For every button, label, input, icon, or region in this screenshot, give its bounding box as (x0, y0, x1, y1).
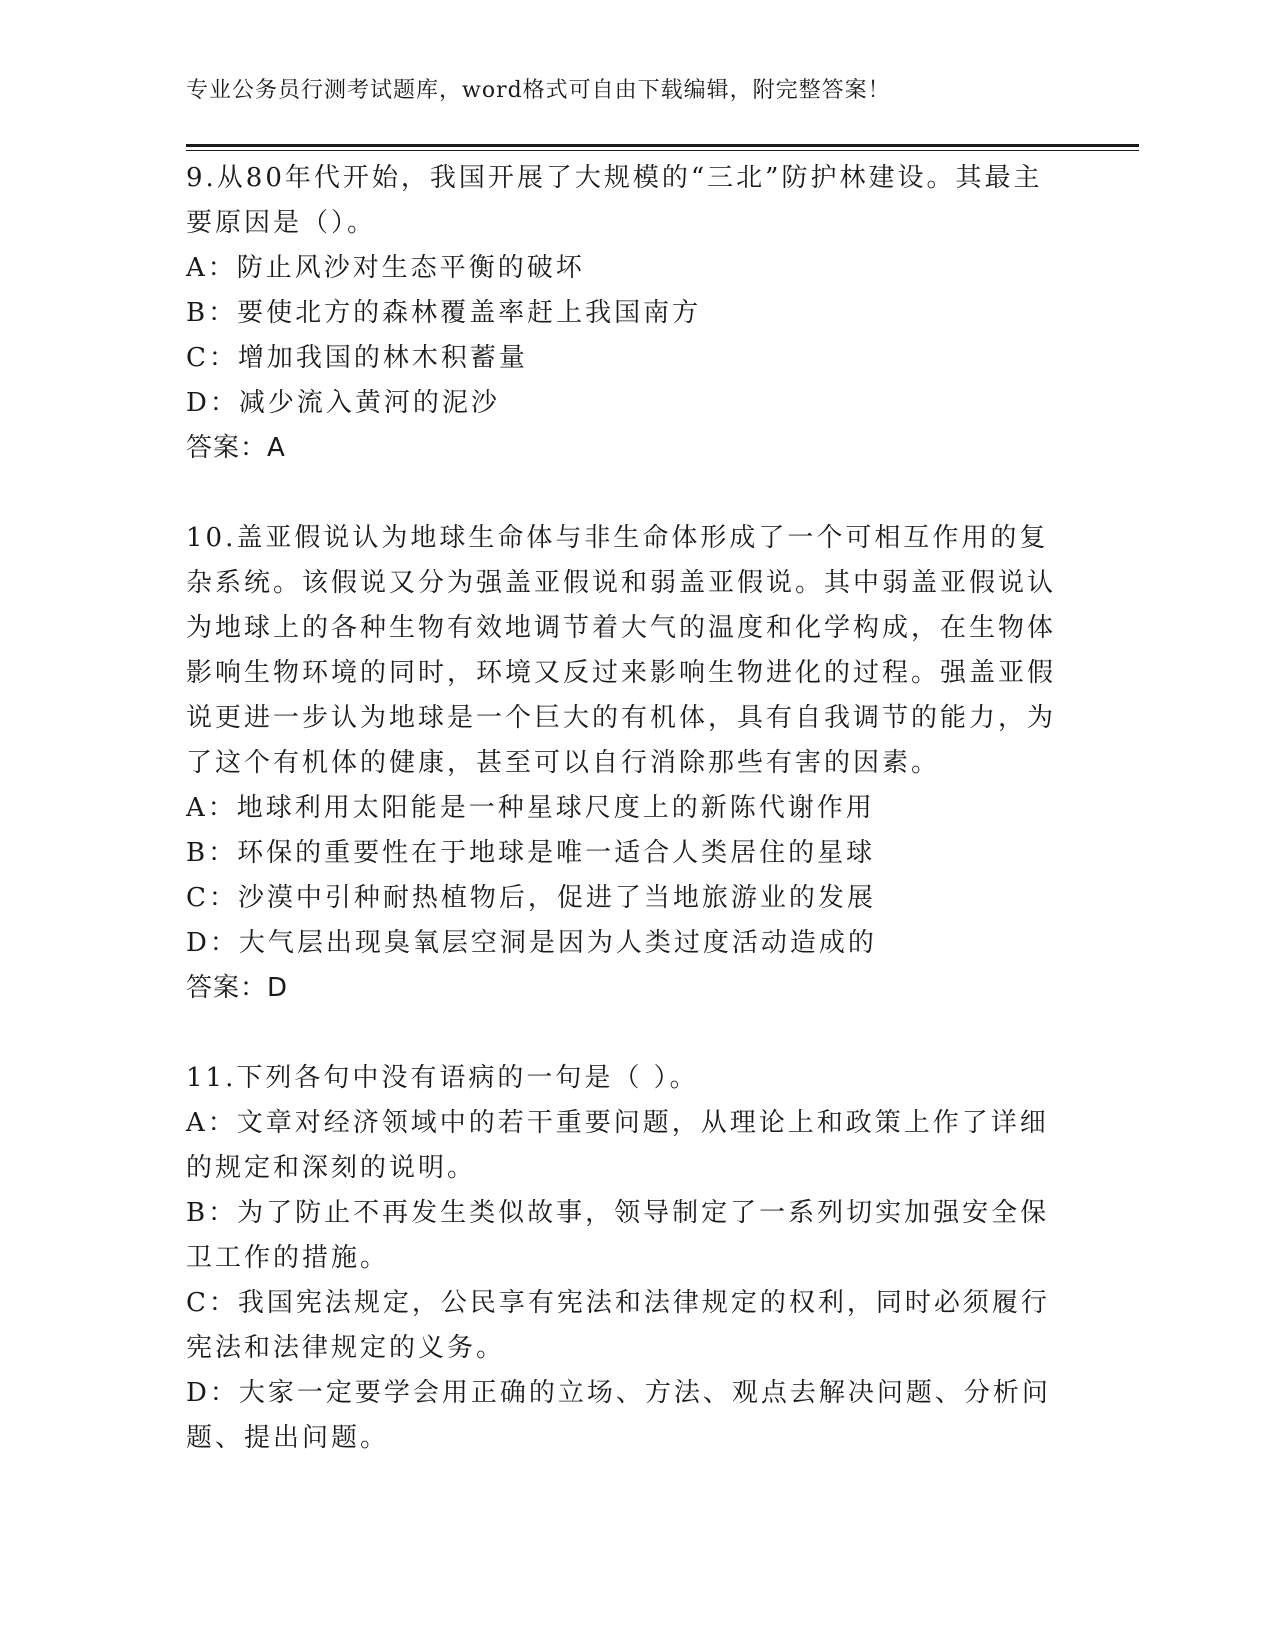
option-d: D：大气层出现臭氧层空洞是因为人类过度活动造成的 (186, 928, 877, 958)
option-a: A：地球利用太阳能是一种星球尺度上的新陈代谢作用 (186, 793, 875, 823)
page-header: 专业公务员行测考试题库，word格式可自由下载编辑，附完整答案！ (186, 78, 891, 103)
option-a: A：防止风沙对生态平衡的破坏 (186, 253, 585, 283)
header-rule-thin (186, 150, 1139, 151)
question-10 (186, 516, 1066, 1011)
option-d: D：减少流入黄河的泥沙 (186, 388, 500, 418)
header-rule-thick (186, 144, 1139, 147)
option-c: C：我国宪法规定，公民享有宪法和法律规定的权利，同时必须履行宪法和法律规定的义务。 (186, 1288, 1050, 1363)
spacer (186, 1011, 1066, 1056)
answer-line: 答案：A (186, 433, 286, 463)
question-stem: 11.下列各句中没有语病的一句是（ ）。 (186, 1063, 699, 1093)
question-list (186, 156, 1066, 1461)
question-stem: 9.从80年代开始，我国开展了大规模的“三北”防护林建设。其最主要原因是（）。 (186, 163, 1043, 238)
question-9 (186, 156, 1066, 471)
spacer (186, 471, 1066, 516)
question-11 (186, 1056, 1066, 1461)
option-a: A：文章对经济领域中的若干重要问题，从理论上和政策上作了详细的规定和深刻的说明。 (186, 1108, 1049, 1183)
option-b: B：为了防止不再发生类似故事，领导制定了一系列切实加强安全保卫工作的措施。 (186, 1198, 1050, 1273)
option-b: B：环保的重要性在于地球是唯一适合人类居住的星球 (186, 838, 876, 868)
option-c: C：增加我国的林木积蓄量 (186, 343, 528, 373)
option-b: B：要使北方的森林覆盖率赶上我国南方 (186, 298, 702, 328)
question-stem: 10.盖亚假说认为地球生命体与非生命体形成了一个可相互作用的复杂系统。该假说又分为强盖亚假说和弱盖亚假说。其中弱盖亚假说认为地球上的各种生物有效地调节着大气的温度和化学构成，在生物体影响生物环境的同时，环境又反过来影响生物进化的过程。强盖亚假说更进一步认为地球是一个巨大的有机体，具有自我调节的能力，为了这个有机体的健康，甚至可以自行消除那些有害的因素。 (186, 523, 1057, 778)
option-c: C：沙漠中引种耐热植物后，促进了当地旅游业的发展 (186, 883, 876, 913)
option-d: D：大家一定要学会用正确的立场、方法、观点去解决问题、分析问题、提出问题。 (186, 1378, 1051, 1453)
answer-line: 答案：D (186, 973, 289, 1003)
